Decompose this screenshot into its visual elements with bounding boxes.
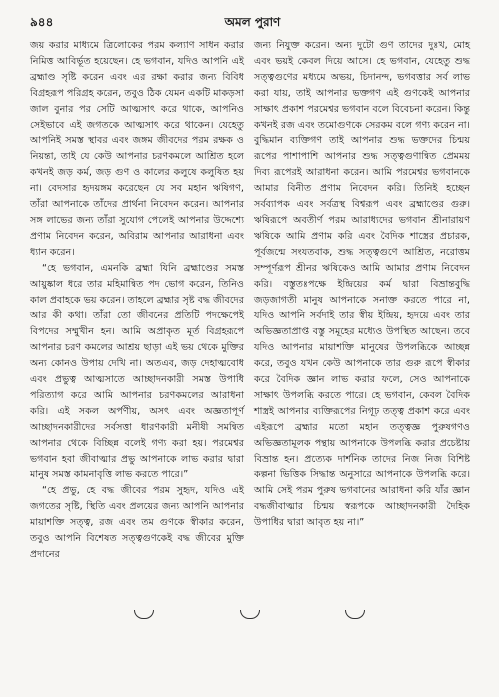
footer-ornaments <box>0 604 499 620</box>
paragraph: জন্য নিযুক্ত করেন। অন্য দুটো গুণ তাদের দুঃখ, মোহ এবং ভয়ই কেবল দিয়ে আসে। হে ভগবান, যেহেতু শুদ্ধ সত্ত্বগুণের মধ্যমে অভয়, চিদানন্দ, ভগবত্তার সর্ব লাভ করা যায়, তাই আপনার ভক্তগণ এই গুণকেই আপনার সাক্ষাৎ প্রকাশ পরমেশ্বর ভগবান বলে বিবেচনা করেন। কিন্তু কখনই রজ এবং তমোগুণকে সেরকম বলে গণ্য করেন না। বুদ্ধিমান ব্যক্তিগণ তাই আপনার শুদ্ধ ভক্তদের চিন্ময় রূপের পাশাপাশি আপনার শুদ্ধ সত্ত্বগুণান্বিত প্রেমময় দিব্য রূপেরই আরাধনা করেন। আমি পরমেশ্বর ভগবানকে আমার বিনীত প্রণাম নিবেদন করি। তিনিই হচ্ছেন সর্বব্যাপক এবং সর্বত্রস্থ বিশ্বরূপ এবং ব্রহ্মাণ্ডের গুরু। ঋষিরূপে অবতীর্ণ পরম আরাধ্যদের ভগবান শ্রীনারায়ণ ঋষিকে আমি প্রণাম করি এবং বৈদিক শাস্ত্রের প্রচারক, পূর্বজন্মে সংযতবাক, শুদ্ধ সত্ত্বগুণে আশ্রিত, নরোত্তম সম্পূর্ণরূপ শ্রীনর ঋষিকেও আমি আমার প্রণাম নিবেদন করি। বস্তুতঃপক্ষে ইন্দ্রিয়ের কর্ম দ্বারা বিভ্রান্তবুদ্ধি জড়জাগতী মানুষ আপনাকে সনাক্ত করতে পারে না, যদিও আপনি সর্বদাই তার স্বীয় ইন্দ্রিয়, হৃদয়ে এবং তার অভিজ্ঞতাপ্রাপ্ত বস্তু সমূহের মধ্যেও উপস্থিত আছেন। তবে যদিও আপনার মায়াশক্তি মানুষের উপলব্ধিকে আচ্ছন্ন করে, তবুও যখন কেউ আপনাকে তার গুরু রূপে স্বীকার করে বৈদিক জ্ঞান লাভ করার ফলে, সেও আপনাকে সাক্ষাৎ উপলব্ধি করতে পারে। হে ভগবান, কেবল বৈদিক শাস্ত্রই আপনার ব্যক্তিরূপের নিগূঢ় তত্ত্ব প্রকাশ করে এবং এইরূপে ব্রহ্মার মতো মহান তত্ত্বজ্ঞ পুরুষগণও অভিজ্ঞতামূলক পন্থায় আপনাকে উপলব্ধি করার প্রচেষ্টায় বিভ্রান্ত হন। প্রত্যেক দার্শনিক তাদের নিজ নিজ বিশিষ্ট কল্পনা ভিত্তিক সিদ্ধান্ত অনুসারে আপনাকে উপলব্ধি করে। আমি সেই পরম পুরুষ ভগবানের আরাধনা করি যাঁর জ্ঞান বদ্ধজীবাত্মার চিন্ময় স্বরূপকে আচ্ছাদনকারী দৈহিক উপাধির দ্বারা আবৃত হয় না।” <box>254 40 470 529</box>
running-title: অমল পুরাণ <box>224 15 281 29</box>
paragraph: জয় করার মাধ্যমে ত্রিলোকের পরম কল্যাণ সাধন করার নিমিত্ত আবির্ভূত হয়েছেন। হে ভগবান, যদিও আপনি এই ব্রহ্মাণ্ড সৃষ্টি করেন এবং এর রক্ষা করার জন্য বিবিধ বিগ্রহরূপ পরিগ্রহ করেন, তবুও ঠিক যেমন একটি মাকড়সা জাল বুনার পর সেটি আত্মসাৎ করে থাকে, আপনিও সেইভাবে এই জগতকে আত্মসাৎ করে থাকেন। যেহেতু আপনিই সমস্ত স্থাবর এবং জঙ্গম জীবদের পরম রক্ষক ও নিয়ন্তা, তাই যে কেউ আপনার চরণকমলে আশ্রিত হলে কখনই জড় কর্ম, জড় গুণ ও কালের কলুষে কলুষিত হয় না। বেদসার হৃদয়ঙ্গম করেছেন যে সব মহান ঋষিগণ, তাঁরা আপনাকে তাঁদের প্রার্থনা নিবেদন করেন। আপনার সঙ্গ লাভের জন্য তাঁরা সুযোগ পেলেই আপনার উদ্দেশ্যে প্রণাম নিবেদন করেন, অবিরাম আপনার আরাধনা এবং ধ্যান করেন। <box>30 40 244 258</box>
ornament-icon <box>240 610 260 619</box>
ornament-icon <box>134 610 154 619</box>
ornament-icon <box>345 610 365 619</box>
right-column <box>254 38 470 531</box>
paragraph: “হে ভগবান, এমনকি ব্রহ্মা যিনি ব্রহ্মাণ্ডের সমস্ত আয়ুষ্কাল ধরে তার মহিমান্বিত পদ ভোগ করেন, তিনিও কাল প্রবাহকে ভয় করেন। তাহলে ব্রহ্মার সৃষ্ট বদ্ধ জীবদের আর কী কথা। তাঁরা তো জীবনের প্রতিটি পদক্ষেপেই বিপদের সম্মুখীন হন। আমি অপ্রাকৃত মূর্ত বিগ্রহরূপে আপনার চরণ কমলের আশ্রয় ছাড়া এই ভয় থেকে মুক্তির অন্য কোনও উপায় দেখি না। অতএব, জড় দেহাত্মবোধ এবং প্রভুত্ব আত্মসাতে আচ্ছাদনকারী সমস্ত উপাধি পরিত্যাগ করে আমি আপনার চরণকমলের আরাধনা করি। এই সকল অর্পণীয়, অসৎ এবং অজ্ঞতাপূর্ণ আচ্ছাদনকারীদের সর্বসত্তা ধারণকারী মনীষী সমন্বিত আপনার থেকে বিচ্ছিন্ন বলেই গণ্য করা হয়। পরমেশ্বর ভগবান হবা জীবাত্মার প্রভু আপনাকে লাভ করার দ্বারা মানুষ সমস্ত কামনাবৃত্তি লাভ করতে পারে।” <box>30 262 244 481</box>
page-header <box>30 14 475 32</box>
left-column <box>30 38 244 563</box>
paragraph: “হে প্রভু, হে বদ্ধ জীবের পরম সুহৃদ, যদিও এই জগতের সৃষ্টি, স্থিতি এবং প্রলয়ের জন্য আপনি আপনার মায়াশক্তি সত্ত্ব, রজ এবং তম গুণকে স্বীকার করেন, তবুও আপনি বিশেষত সত্ত্বগুণকেই বদ্ধ জীবের মুক্তি প্রদানের <box>30 485 244 560</box>
page-number: ৯৪৪ <box>30 15 54 29</box>
